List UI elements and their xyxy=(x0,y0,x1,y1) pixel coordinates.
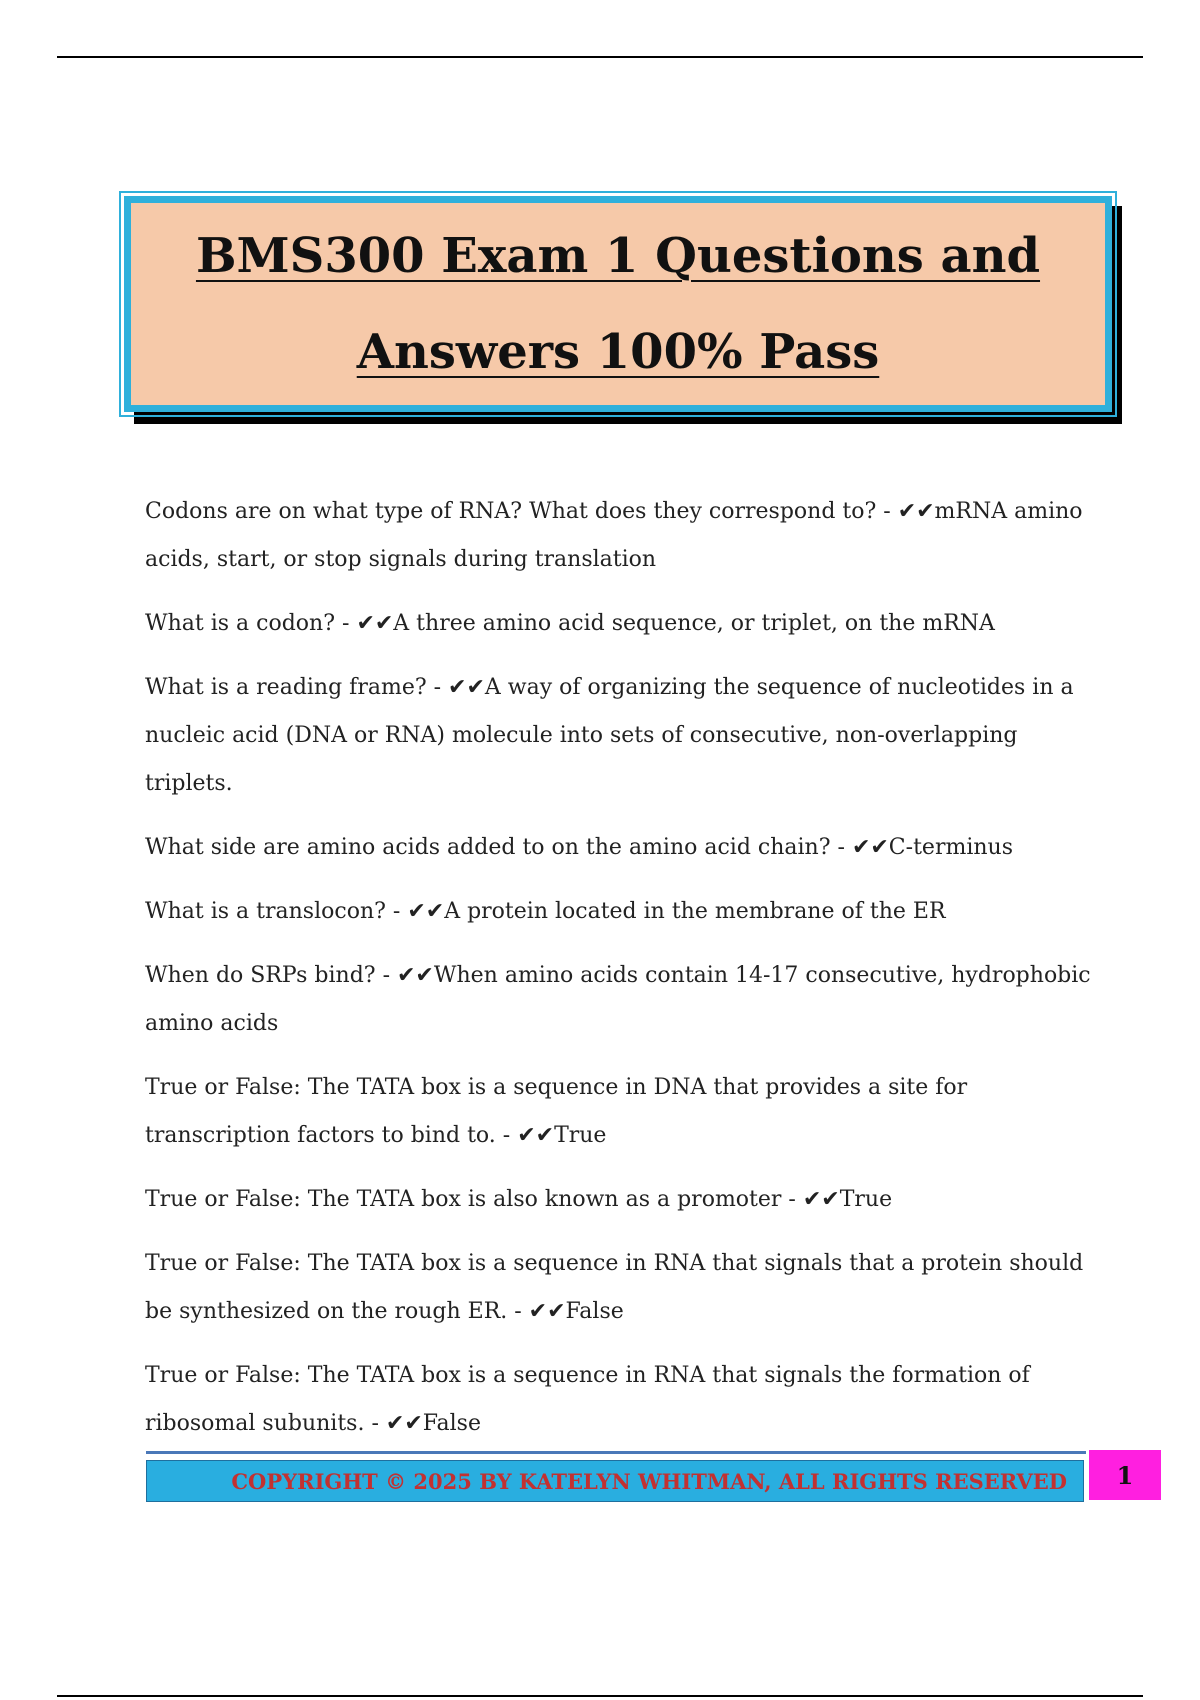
qa-item: True or False: The TATA box is a sequence in RNA that signals that a protein should be synthesized on the rough ER. - ✔✔False xyxy=(145,1251,1084,1324)
qa-item: True or False: The TATA box is a sequence in RNA that signals the formation of ribosomal subunits. - ✔✔False xyxy=(145,1363,1030,1436)
footer-rule xyxy=(146,1451,1086,1454)
qa-item: What is a codon? - ✔✔A three amino acid sequence, or triplet, on the mRNA xyxy=(145,611,995,636)
qa-item: True or False: The TATA box is a sequence in DNA that provides a site for transcription factors to bind to. - ✔✔True xyxy=(145,1075,968,1148)
qa-item: True or False: The TATA box is also known as a promoter - ✔✔True xyxy=(145,1187,893,1212)
page-number: 1 xyxy=(1116,1460,1134,1490)
copyright-bar xyxy=(146,1460,1084,1502)
bottom-rule xyxy=(57,1695,1143,1697)
title-box xyxy=(124,196,1112,412)
qa-item: What side are amino acids added to on the amino acid chain? - ✔✔C-terminus xyxy=(145,835,1013,860)
qa-item: What is a translocon? - ✔✔A protein located in the membrane of the ER xyxy=(145,899,946,924)
top-rule xyxy=(57,56,1143,58)
page-number-box xyxy=(1089,1450,1161,1500)
qa-list xyxy=(145,488,1100,1464)
title-line-1: BMS300 Exam 1 Questions and xyxy=(195,228,1041,284)
copyright-text: COPYRIGHT © 2025 BY KATELYN WHITMAN, ALL RIGHTS RESERVED xyxy=(231,1468,1067,1494)
qa-item: When do SRPs bind? - ✔✔When amino acids contain 14-17 consecutive, hydrophobic amino acids xyxy=(145,963,1091,1036)
qa-item: What is a reading frame? - ✔✔A way of organizing the sequence of nucleotides in a nucleic acid (DNA or RNA) molecule into sets of consecutive, non-overlapping triplets. xyxy=(145,675,1074,796)
title-line-2: Answers 100% Pass xyxy=(356,324,880,380)
qa-item: Codons are on what type of RNA? What does they correspond to? - ✔✔mRNA amino acids, start, or stop signals during translation xyxy=(145,499,1083,572)
